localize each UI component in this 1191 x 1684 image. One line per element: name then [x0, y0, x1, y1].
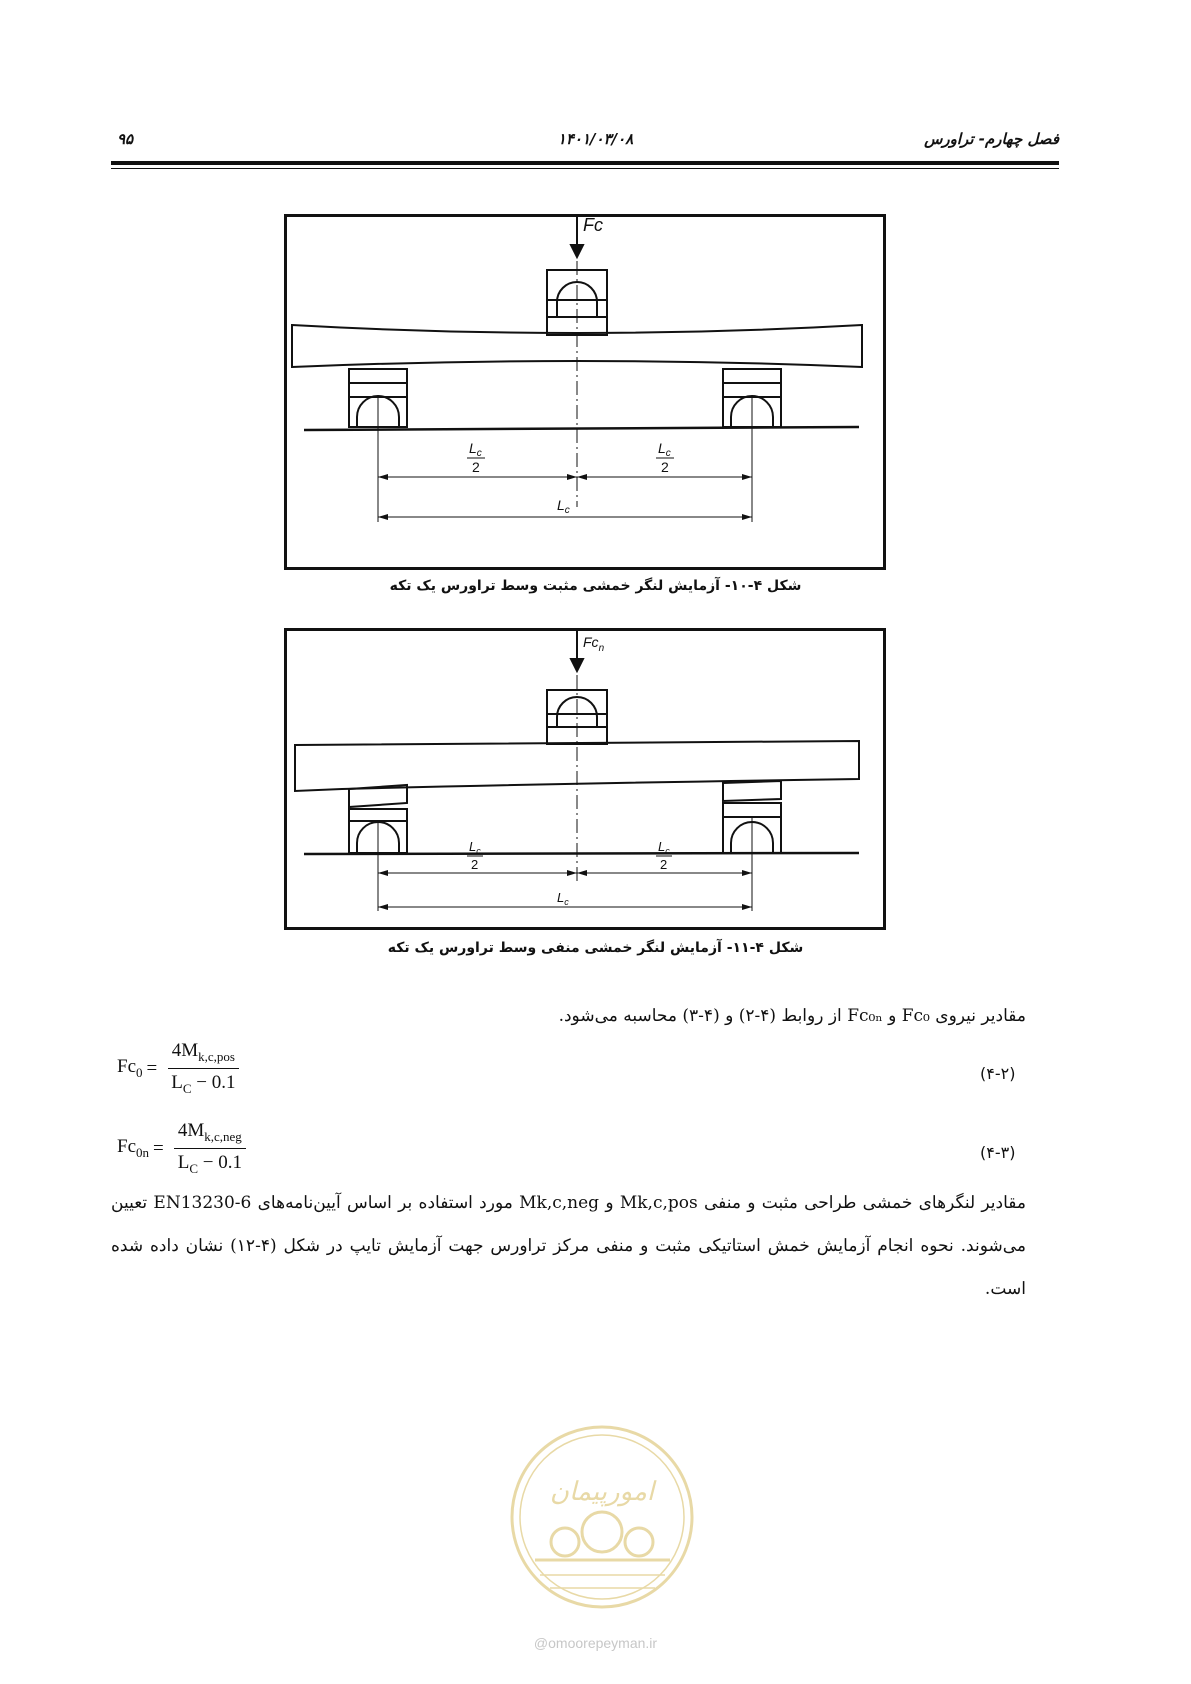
chapter-title: فصل چهارم- تراورس — [924, 130, 1059, 148]
eq2-lhs: $Fc_{0n}$ — [117, 1136, 149, 1160]
eq1-fraction: $\frac{4M_{k,c,pos}}{L_C - 0.1}$ — [167, 1040, 239, 1097]
header-rule-thick — [111, 161, 1059, 165]
equation-number-4-2: (۴-۲) — [980, 1064, 1016, 1083]
watermark-url: @omoorepeyman.ir — [533, 1635, 658, 1651]
half-span-den-right: 2 — [661, 459, 669, 475]
equation-number-4-3: (۴-۳) — [980, 1143, 1016, 1162]
half-span-den-left: 2 — [471, 857, 479, 872]
span-label: $L_c$ — [557, 890, 569, 907]
figure-negative-bending — [284, 628, 886, 930]
force-label: $Fc_n$ — [583, 634, 605, 654]
figure2-drawing — [287, 631, 883, 927]
equation-4-3: $Fc_{0n}$ = $\frac{4M_{k,c,neg}}{L_C - 0.1}$ — [117, 1120, 246, 1177]
paragraph-bending-moments: مقادیر لنگرهای خمشی طراحی مثبت و منفی Mk,c,pos و Mk,c,neg مورد استفاده بر اساس آیین‌نامه‌های EN13230-6 تعیین می‌شوند. نحوه انجام آزمایش خمش استاتیکی مثبت و منفی مرکز تراورس جهت آزمایش تایپ در شکل (۴-۱۲) نشان داده شده است. — [111, 1193, 1026, 1299]
watermark-logo-text: امورپیمان — [549, 1477, 655, 1507]
force-label: Fc — [583, 217, 603, 235]
header-date: ۱۴۰۱/۰۳/۰۸ — [557, 130, 634, 148]
page-number: ۹۵ — [117, 130, 134, 148]
eq1-lhs: $Fc_0$ — [117, 1056, 143, 1080]
load-arrow-head — [571, 245, 583, 257]
equation-4-2: $Fc_0$ = $\frac{4M_{k,c,pos}}{L_C - 0.1}$ — [117, 1040, 239, 1097]
figure-positive-bending — [284, 214, 886, 570]
right-support-wedge — [723, 781, 781, 801]
ground-line — [304, 853, 859, 854]
figure1-drawing — [287, 217, 883, 567]
watermark-logo — [505, 1420, 700, 1615]
half-span-label-right: $L_c$ — [658, 440, 671, 459]
half-span-label-right: $L_c$ — [658, 839, 670, 856]
paragraph-intro: مقادیر نیروی Fc₀ و Fc₀ₙ از روابط (۴-۲) و (۴-۳) محاسبه می‌شود. — [558, 1006, 1026, 1026]
half-span-den-right: 2 — [660, 857, 668, 872]
half-span-den-left: 2 — [472, 459, 480, 475]
figure1-caption: شکل ۴-۱۰- آزمایش لنگر خمشی مثبت وسط تراورس یک تکه — [389, 578, 802, 594]
half-span-label-left: $L_c$ — [469, 440, 482, 459]
span-label: $L_c$ — [557, 497, 570, 516]
header-rule-thin — [111, 168, 1059, 169]
figure2-caption: شکل ۴-۱۱- آزمایش لنگر خمشی منفی وسط تراورس یک تکه — [387, 940, 804, 956]
half-span-label-left: $L_c$ — [469, 839, 481, 856]
load-arrow-head — [571, 659, 583, 671]
eq2-fraction: $\frac{4M_{k,c,neg}}{L_C - 0.1}$ — [174, 1120, 246, 1177]
